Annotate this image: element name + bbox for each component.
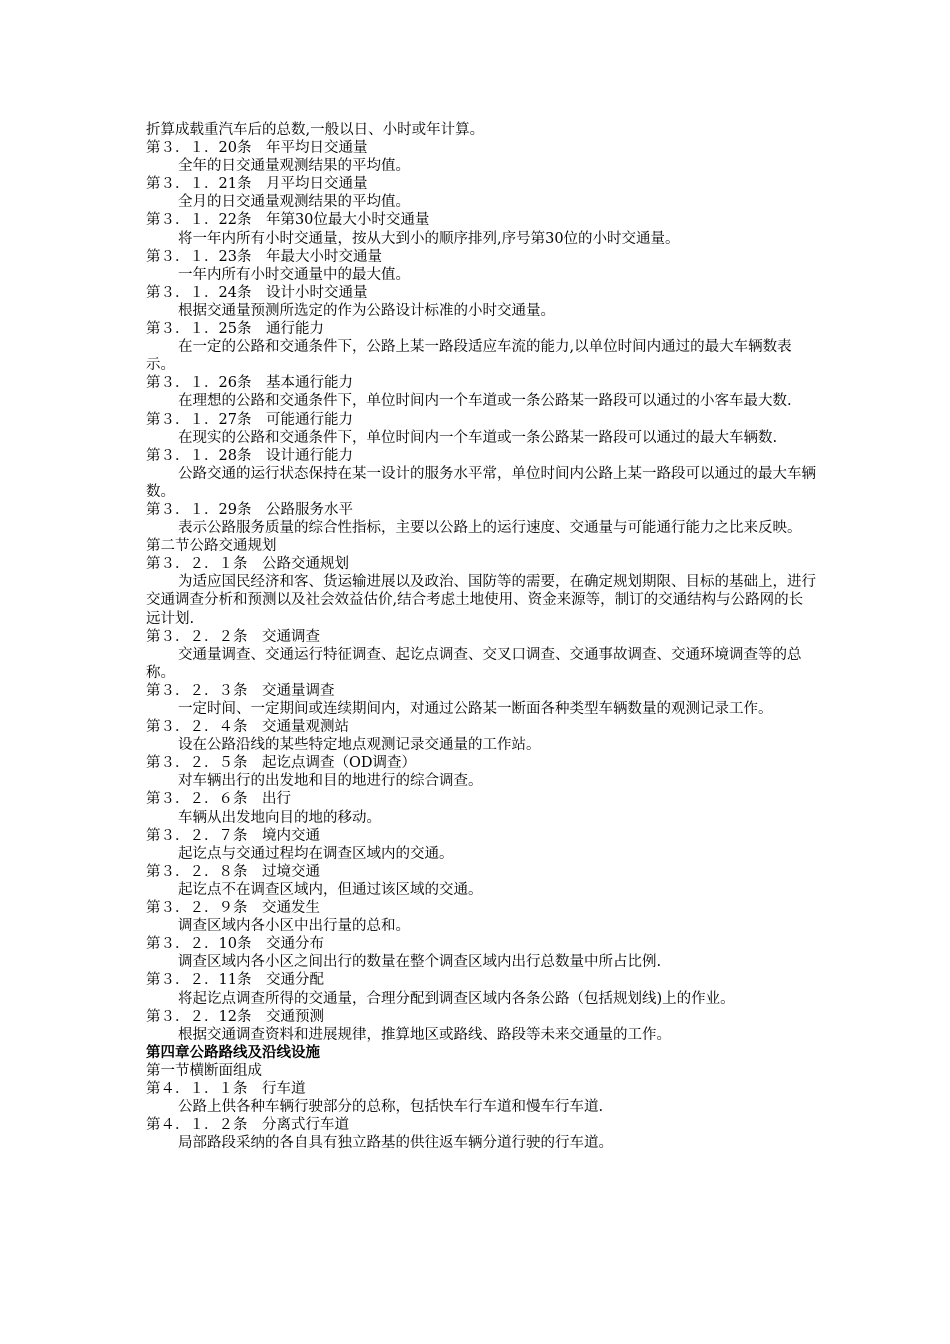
article-heading: 第４．１．２条 分离式行车道 [146,1117,349,1134]
paragraph: 公路交通的运行状态保持在某一设计的服务水平常，单位时间内公路上某一路段可以通过的最大车辆数。 [146,465,816,500]
paragraph: 全月的日交通量观测结果的平均值。 [178,194,410,211]
paragraph: 起讫点不在调查区域内，但通过该区域的交通。 [178,881,483,898]
article-heading: 第３．１．28条 设计通行能力 [146,447,353,464]
article-heading: 第４．１．１条 行车道 [146,1080,306,1097]
paragraph: 调查区域内各小区之间出行的数量在整个调查区域内出行总数量中所占比例. [178,954,662,971]
article-heading: 第３．２．12条 交通预测 [146,1008,324,1025]
paragraph: 起讫点与交通过程均在调查区域内的交通。 [178,845,454,862]
article-heading: 第３．１．24条 设计小时交通量 [146,284,368,301]
article-heading: 第３．２．10条 交通分布 [146,936,324,953]
article-heading: 第３．１．29条 公路服务水平 [146,501,353,518]
paragraph: 交通量调查、交通运行特征调查、起讫点调查、交叉口调查、交通事故调查、交通环境调查等的总称。 [146,646,802,681]
article-heading: 第二节公路交通规划 [146,538,277,555]
document-body [146,121,816,1152]
article-heading: 第３．１．20条 年平均日交通量 [146,140,368,157]
article-heading: 第３．１．25条 通行能力 [146,321,324,338]
paragraph: 一定时间、一定期间或连续期间内，对通过公路某一断面各种类型车辆数量的观测记录工作。 [178,701,773,717]
article-heading: 第３．１．23条 年最大小时交通量 [146,248,382,265]
article-heading: 第一节横断面组成 [146,1062,262,1079]
article-heading: 第３．２．５条 起讫点调查（OD调查） [146,755,417,772]
paragraph: 公路上供各种车辆行驶部分的总称，包括快车行车道和慢车行车道. [178,1099,604,1116]
article-heading: 第３．１．21条 月平均日交通量 [146,176,368,193]
paragraph: 表示公路服务质量的综合性指标，主要以公路上的运行速度、交通量与可能通行能力之比来反映。 [178,520,802,537]
chapter-heading: 第四章公路路线及沿线设施 [146,1043,320,1061]
article-heading: 第３．２．３条 交通量调查 [146,682,335,699]
paragraph: 在一定的公路和交通条件下，公路上某一路段适应车流的能力,以单位时间内通过的最大车辆数表示。 [146,339,792,374]
article-heading: 第３．２．７条 境内交通 [146,827,320,844]
paragraph: 将起讫点调查所得的交通量，合理分配到调查区域内各条公路（包括规划线)上的作业。 [178,990,735,1007]
paragraph: 一年内所有小时交通量中的最大值。 [178,266,410,283]
paragraph: 折算成载重汽车后的总数,一般以日、小时或年计算。 [146,122,485,138]
article-heading: 第３．２．２条 交通调查 [146,628,320,645]
paragraph: 根据交通量预测所选定的作为公路设计标准的小时交通量。 [178,302,555,319]
paragraph: 对车辆出行的出发地和目的地进行的综合调查。 [178,773,483,790]
paragraph: 将一年内所有小时交通量，按从大到小的顺序排列,序号第30位的小时交通量。 [178,230,680,247]
article-heading: 第３．１．26条 基本通行能力 [146,375,353,392]
paragraph: 设在公路沿线的某些特定地点观测记录交通量的工作站。 [178,737,541,754]
paragraph: 为适应国民经济和客、货运输进展以及政治、国防等的需要，在确定规划期限、目标的基础上，进行交通调查分析和预测以及社会效益估价,结合考虑土地使用、资金来源等，制订的交通结构与公路网的长远计划. [146,574,816,627]
article-heading: 第３．２．11条 交通分配 [146,972,324,989]
article-heading: 第３．２．４条 交通量观测站 [146,719,349,736]
article-heading: 第３．２．１条 公路交通规划 [146,556,349,573]
article-heading: 第３．１．27条 可能通行能力 [146,411,353,428]
paragraph: 调查区域内各小区中出行量的总和。 [178,918,410,935]
article-heading: 第３．１．22条 年第30位最大小时交通量 [146,212,430,229]
article-heading: 第３．２．９条 交通发生 [146,900,320,917]
article-heading: 第３．２．８条 过境交通 [146,863,320,880]
paragraph: 在现实的公路和交通条件下，单位时间内一个车道或一条公路某一路段可以通过的最大车辆数. [178,429,778,446]
article-heading: 第３．２．６条 出行 [146,791,291,808]
paragraph: 根据交通调查资料和进展规律，推算地区或路线、路段等未来交通量的工作。 [178,1026,671,1043]
paragraph: 局部路段采纳的各自具有独立路基的供往返车辆分道行驶的行车道。 [178,1135,613,1152]
paragraph: 车辆从出发地向目的地的移动。 [178,809,381,826]
paragraph: 在理想的公路和交通条件下，单位时间内一个车道或一条公路某一路段可以通过的小客车最大数. [178,393,792,410]
paragraph: 全年的日交通量观测结果的平均值。 [178,158,410,175]
